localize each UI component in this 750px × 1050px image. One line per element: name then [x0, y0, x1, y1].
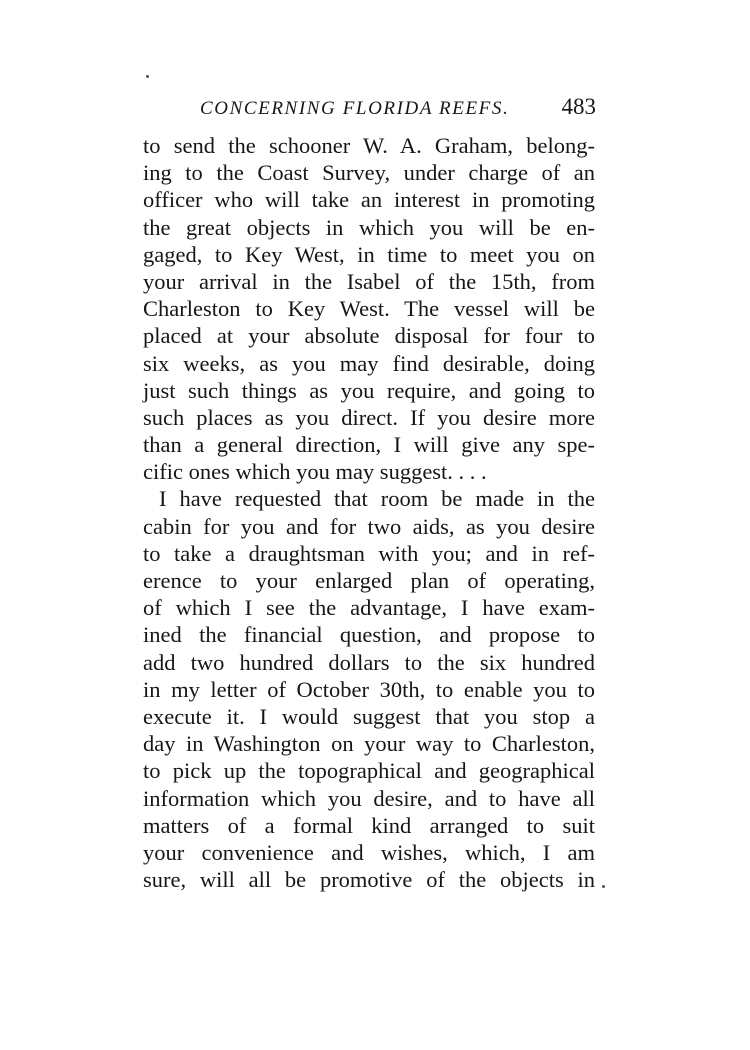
text-line: gaged, to Key West, in time to meet you on [143, 241, 595, 267]
text-line: matters of a formal kind arranged to suit [143, 812, 595, 838]
text-line: to pick up the topographical and geographical [143, 758, 595, 784]
text-line: ined the financial question, and propose to [143, 622, 595, 648]
ink-speck [146, 75, 149, 78]
text-line: six weeks, as you may find desirable, doing [143, 350, 595, 376]
page-number: 483 [561, 94, 596, 119]
ink-speck [602, 885, 605, 888]
text-line: in my letter of October 30th, to enable you to [143, 676, 595, 702]
text-line: cabin for you and for two aids, as you desire [143, 513, 595, 539]
paragraph-end-line: cific ones which you may suggest. . . . [143, 459, 487, 485]
text-line: ing to the Coast Survey, under charge of an [143, 160, 595, 186]
text-line: add two hundred dollars to the six hundred [143, 649, 595, 675]
text-line: to send the schooner W. A. Graham, belong- [143, 133, 595, 158]
paragraph-start-line: I have requested that room be made in the [159, 486, 595, 512]
body-text [143, 132, 595, 893]
running-head: CONCERNING FLORIDA REEFS. [200, 98, 510, 119]
text-line: than a general direction, I will give any spe- [143, 432, 595, 458]
text-line: your convenience and wishes, which, I am [143, 839, 595, 865]
text-line: sure, will all be promotive of the objects in [143, 867, 595, 893]
text-line: day in Washington on your way to Charleston, [143, 731, 595, 757]
text-line: officer who will take an interest in promoting [143, 187, 595, 213]
text-line: of which I see the advantage, I have exam- [143, 595, 595, 621]
text-line: just such things as you require, and going to [143, 377, 595, 403]
text-line: your arrival in the Isabel of the 15th, from [143, 268, 595, 294]
text-line: placed at your absolute disposal for four to [143, 323, 595, 349]
text-line: Charleston to Key West. The vessel will be [143, 296, 595, 322]
text-line: such places as you direct. If you desire more [143, 404, 595, 430]
page-header [200, 94, 600, 124]
text-line: execute it. I would suggest that you stop a [143, 703, 595, 729]
text-line: erence to your enlarged plan of operating, [143, 568, 595, 593]
text-line: the great objects in which you will be en- [143, 214, 595, 240]
text-line: information which you desire, and to have all [143, 785, 595, 811]
text-line: to take a draughtsman with you; and in ref- [143, 540, 595, 566]
